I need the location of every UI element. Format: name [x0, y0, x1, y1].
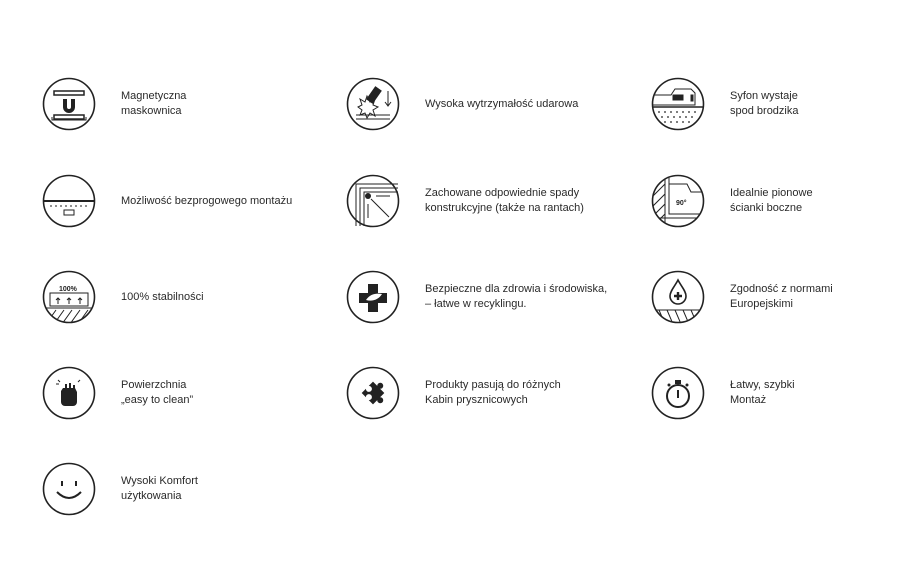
impact-icon: [346, 77, 400, 131]
feature-impact: [346, 77, 578, 131]
feature-fast-install: [651, 366, 795, 420]
feature-text: Idealnie pionowe: [730, 187, 813, 199]
feature-compatible: [346, 366, 561, 420]
feature-text: użytkowania: [121, 490, 182, 502]
feature-text: Łatwy, szybki: [730, 379, 795, 391]
easy-clean-icon: [42, 366, 96, 420]
feature-text: Zgodność z normami: [730, 283, 833, 295]
feature-text: 100% stabilności: [121, 290, 204, 303]
feature-text: Wysoki Komfort: [121, 475, 198, 487]
smile-icon: [42, 462, 96, 516]
feature-text: maskownica: [121, 105, 182, 117]
feature-text: Magnetyczna: [121, 90, 187, 102]
feature-text: Możliwość bezprogowego montażu: [121, 194, 293, 207]
magnet-icon: [42, 77, 96, 131]
feature-text: Europejskimi: [730, 298, 793, 310]
feature-text: spod brodzika: [730, 105, 799, 117]
puzzle-icon: [346, 366, 400, 420]
svg-text:100%: 100%: [59, 286, 77, 293]
feature-stability: [42, 270, 204, 324]
feature-magnetic-cover: [42, 77, 186, 131]
feature-text: „easy to clean”: [121, 394, 194, 406]
feature-eco: [346, 270, 607, 324]
feature-text: Kabin prysznicowych: [425, 394, 528, 406]
feature-slope: [346, 174, 584, 228]
stability-icon: [42, 270, 96, 324]
drop-norm-icon: [651, 270, 705, 324]
feature-text: Syfon wystaje: [730, 90, 798, 102]
slope-icon: [346, 174, 400, 228]
feature-text: konstrukcyjne (także na rantach): [425, 202, 584, 214]
feature-text: Wysoka wytrzymałość udarowa: [425, 97, 579, 110]
feature-comfort: [42, 462, 198, 516]
feature-text: Montaż: [730, 394, 767, 406]
feature-siphon: [651, 77, 799, 131]
feature-vertical-walls: [651, 174, 813, 228]
feature-text: Bezpieczne dla zdrowia i środowiska,: [425, 283, 608, 295]
stopwatch-icon: [651, 366, 705, 420]
siphon-icon: [651, 77, 705, 131]
eco-recycle-icon: [346, 270, 400, 324]
feature-text: Produkty pasują do różnych: [425, 379, 561, 391]
threshold-free-icon: [42, 174, 96, 228]
feature-text: – łatwe w recyklingu.: [425, 298, 527, 310]
vertical-wall-icon: [651, 174, 705, 228]
feature-threshold-free: [42, 174, 292, 228]
feature-eu-norms: [651, 270, 833, 324]
feature-text: Powierzchnia: [121, 379, 187, 391]
svg-text:90°: 90°: [676, 200, 687, 207]
feature-text: Zachowane odpowiednie spady: [425, 187, 580, 199]
feature-text: ścianki boczne: [730, 202, 803, 214]
feature-easy-clean: [42, 366, 193, 420]
